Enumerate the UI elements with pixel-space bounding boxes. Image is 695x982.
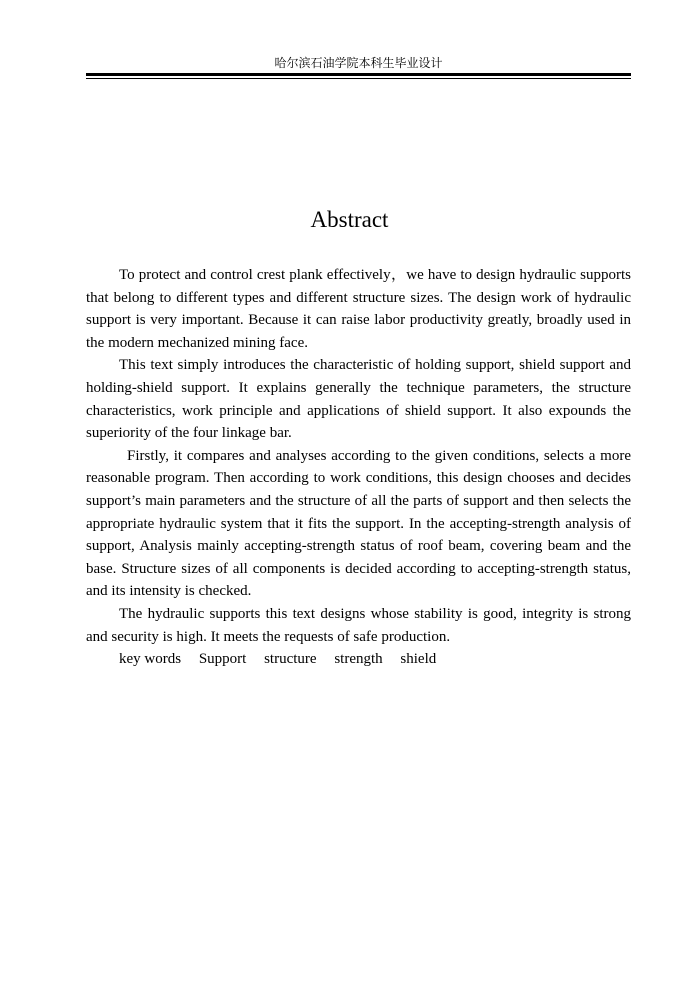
abstract-paragraph-3: Firstly, it compares and analyses according to the given conditions, selects a more reasonable program. Then according to work conditions, this design chooses and decides support’s main parameters and the structure of all the parts of support and then selects the appropriate hydraulic system that it fits the support. In the accepting-strength analysis of support, Analysis mainly accepting-strength status of roof beam, covering beam and the base. Structure sizes of all components is decided according to accepting-strength status, and its intensity is checked. bbox=[86, 447, 631, 600]
keyword-item: Support bbox=[198, 651, 247, 668]
keywords-line bbox=[86, 648, 631, 671]
keywords-label: key words bbox=[119, 651, 182, 668]
abstract-body bbox=[86, 264, 631, 671]
abstract-paragraph-1: To protect and control crest plank effectively，we have to design hydraulic supports that belong to different types and different structure sizes. The design work of hydraulic support is very important. Because it can raise labor productivity greatly, broadly used in the modern mechanized mining face. bbox=[86, 267, 631, 351]
header-rule-thick bbox=[86, 73, 631, 76]
header-rule-thin bbox=[86, 78, 631, 79]
keyword-item: shield bbox=[400, 651, 437, 668]
keyword-item: structure bbox=[264, 651, 317, 668]
abstract-title: Abstract bbox=[310, 207, 389, 232]
page-header: 哈尔滨石油学院本科生毕业设计 bbox=[274, 56, 443, 70]
abstract-paragraph-2: This text simply introduces the characteristic of holding support, shield support and holding-shield support. It explains generally the technique parameters, the structure characteristics, work principle and applications of shield support. It also expounds the superiority of the four linkage bar. bbox=[86, 357, 631, 442]
keyword-item: strength bbox=[334, 651, 383, 668]
abstract-paragraph-4: The hydraulic supports this text designs whose stability is good, integrity is strong and security is high. It meets the requests of safe production. bbox=[86, 605, 631, 645]
